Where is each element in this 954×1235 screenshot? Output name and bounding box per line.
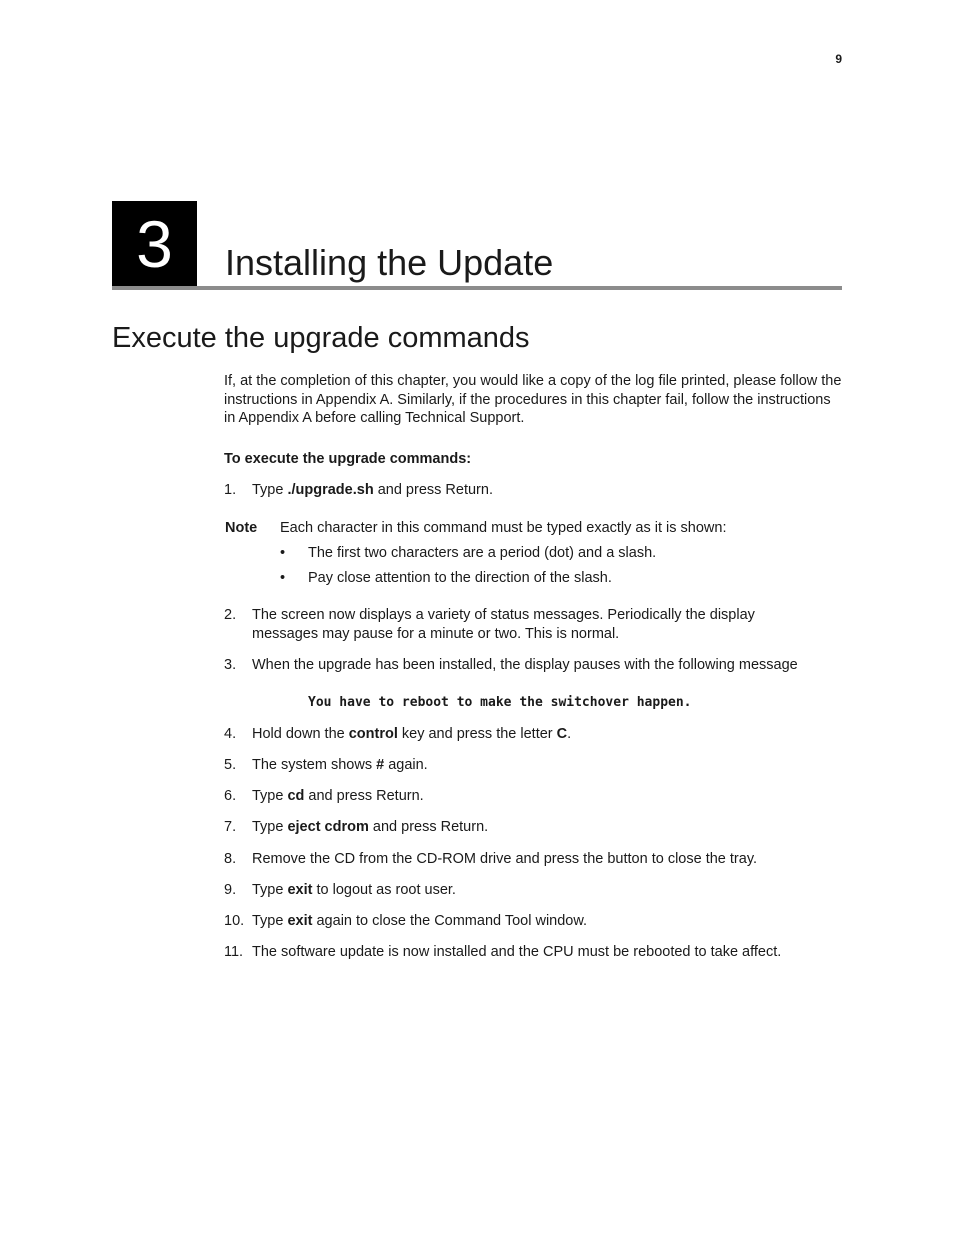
step-text [252, 818, 844, 837]
step-number: 11. [224, 944, 244, 960]
note-text: Each character in this command must be typed exactly as it is shown: [280, 520, 727, 536]
step-8 [224, 850, 844, 869]
step-text-part: Type [252, 788, 288, 804]
code-message: You have to reboot to make the switchover happen. [308, 695, 692, 710]
step-number: 5. [224, 757, 237, 773]
step-6 [224, 787, 844, 806]
step-number: 2. [224, 607, 237, 623]
step-number: 3. [224, 657, 237, 673]
step-7 [224, 818, 844, 837]
step-10 [224, 912, 844, 931]
command-text: eject cdrom [287, 819, 369, 835]
prompt-symbol: # [376, 757, 385, 773]
step-text-part: and press Return. [368, 819, 489, 835]
step-11 [224, 943, 844, 962]
step-number: 1. [224, 482, 237, 498]
step-text-part: again to close the Command Tool window. [312, 913, 588, 929]
bullet-text: Pay close attention to the direction of the slash. [308, 570, 612, 586]
step-text [252, 787, 844, 806]
step-1 [224, 481, 844, 500]
step-text-part: again. [384, 757, 428, 773]
step-text: The screen now displays a variety of status messages. Periodically the display messages may pause for a minute or two. This is normal. [252, 607, 755, 642]
key-letter: C [556, 726, 568, 742]
note-bullet-2 [280, 569, 612, 587]
bullet-glyph: • [280, 545, 286, 561]
step-9 [224, 881, 844, 900]
command-text: exit [287, 882, 313, 898]
step-3 [224, 656, 844, 675]
step-number: 6. [224, 788, 237, 804]
step-5 [224, 756, 844, 775]
step-text [252, 881, 844, 900]
step-text: Remove the CD from the CD-ROM drive and press the button to close the tray. [252, 851, 758, 867]
step-text-part: Type [252, 913, 288, 929]
note-bullet-1 [280, 544, 656, 562]
step-text: The software update is now installed and the CPU must be rebooted to take affect. [252, 944, 782, 960]
bullet-text: The first two characters are a period (dot) and a slash. [308, 545, 657, 561]
step-text [252, 725, 844, 744]
step-text-part: and press Return. [304, 788, 424, 804]
step-text-part: . [567, 726, 572, 742]
page-number: 9 [835, 52, 842, 66]
step-text-part: Type [252, 819, 288, 835]
command-text: cd [287, 788, 305, 804]
command-text: ./upgrade.sh [287, 482, 374, 498]
intro-paragraph: If, at the completion of this chapter, you would like a copy of the log file printed, please follow the instructions in Appendix A. Similarly, if the procedures in this chapter fail, follow the instructions in Appendix A before calling Technical Support. [224, 373, 842, 426]
step-text-part: Type [252, 482, 288, 498]
step-text-part: The system shows [252, 757, 377, 773]
step-text-part: and press Return. [373, 482, 493, 498]
step-text [252, 912, 844, 931]
procedure-heading: To execute the upgrade commands: [224, 451, 472, 467]
step-4 [224, 725, 844, 744]
section-title: Execute the upgrade commands [112, 322, 530, 354]
step-text [252, 481, 844, 500]
step-text-part: to logout as root user. [312, 882, 456, 898]
step-text [252, 756, 844, 775]
step-text-part: key and press the letter [397, 726, 557, 742]
step-2 [224, 606, 844, 644]
step-number: 9. [224, 882, 237, 898]
command-text: exit [287, 913, 313, 929]
step-text-part: Hold down the [252, 726, 349, 742]
step-number: 8. [224, 851, 237, 867]
step-number: 10. [224, 913, 245, 929]
step-text: When the upgrade has been installed, the display pauses with the following message [252, 657, 798, 673]
chapter-number-box: 3 [112, 201, 197, 287]
bullet-glyph: • [280, 570, 286, 586]
note-label: Note [225, 520, 258, 536]
chapter-title: Installing the Update [225, 242, 554, 283]
step-text-part: Type [252, 882, 288, 898]
step-number: 7. [224, 819, 237, 835]
key-name: control [348, 726, 398, 742]
step-number: 4. [224, 726, 237, 742]
chapter-title-rule [112, 286, 842, 290]
